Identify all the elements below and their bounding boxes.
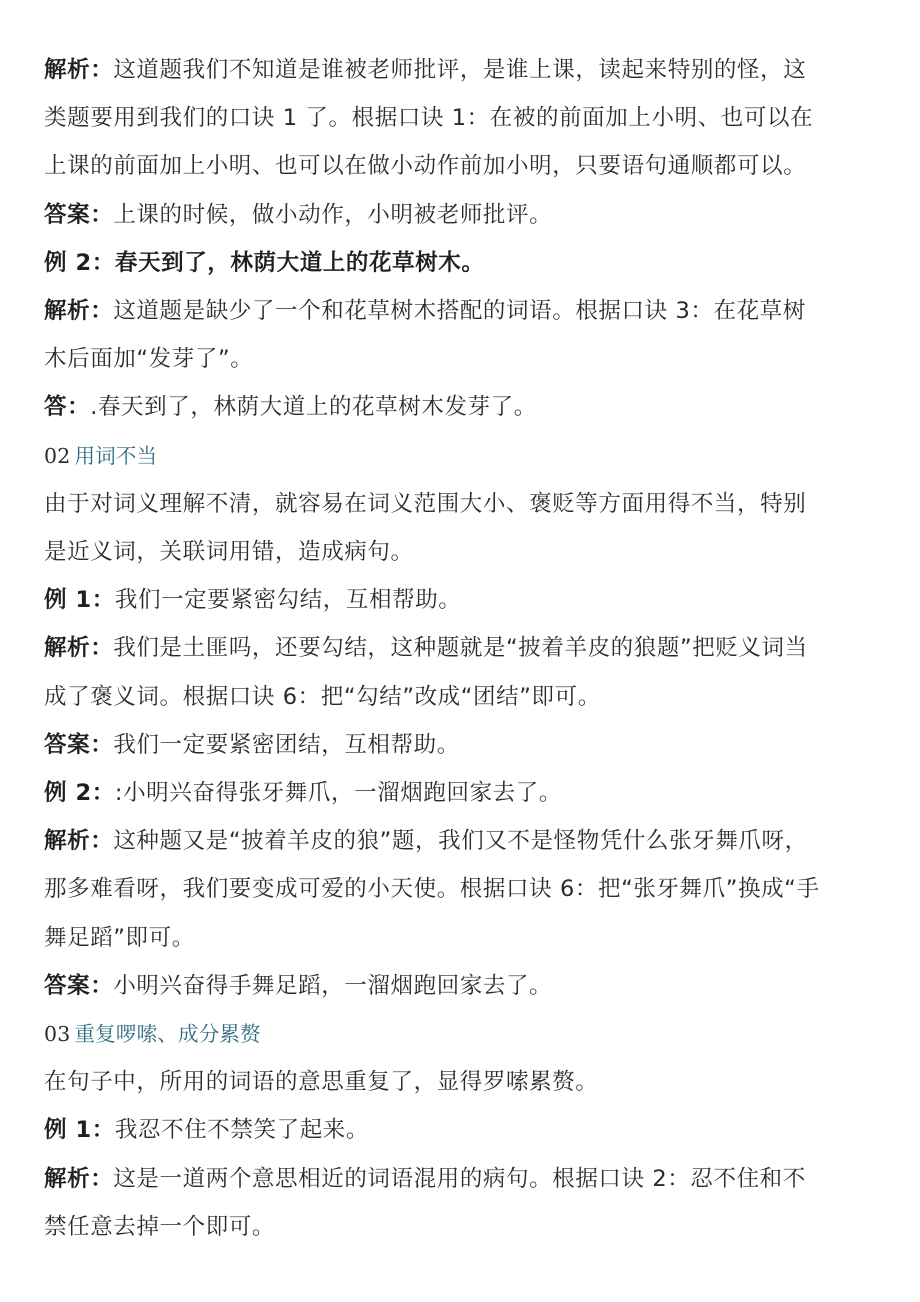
text-line: 我忍不住不禁笑了起来。	[114, 1117, 369, 1144]
analysis-label: 解析：	[44, 57, 114, 83]
analysis-label: 解析：	[44, 298, 114, 325]
section-number: 03	[44, 1022, 71, 1047]
example-label: 例 1：	[44, 587, 115, 614]
answer-paragraph	[44, 721, 920, 769]
text-line: 这道题是缺少了一个和花草树木搭配的词语。根据口诀 3：在花草树	[113, 298, 806, 325]
example-paragraph	[44, 769, 920, 817]
text-line: 上课的时候，做小动作，小明被老师批评。	[113, 201, 553, 228]
body-paragraph	[44, 1058, 920, 1106]
text-line: 小明兴奋得手舞足蹈，一溜烟跑回家去了。	[113, 972, 553, 999]
analysis-paragraph	[44, 46, 920, 191]
text-line: 禁任意去掉一个即可。	[44, 1213, 276, 1240]
analysis-label: 解析：	[44, 1165, 114, 1192]
example-paragraph	[44, 576, 920, 624]
section-heading-02	[44, 432, 920, 480]
text-line: 在句子中，所用的词语的意思重复了，显得罗嗦累赘。	[44, 1069, 599, 1096]
text-line: 木后面加“发芽了”。	[44, 346, 254, 373]
text-line: 上课的前面加上小明、也可以在做小动作前加小明，只要语句通顺都可以。	[44, 153, 807, 180]
analysis-label: 解析：	[44, 635, 114, 662]
text-line: 那多难看呀，我们要变成可爱的小天使。根据口诀 6：把“张牙舞爪”换成“手	[44, 876, 820, 903]
answer-paragraph	[44, 962, 920, 1010]
example-paragraph	[44, 239, 920, 287]
example-label: 例 1：	[44, 1117, 115, 1144]
section-heading-03	[44, 1010, 920, 1058]
text-line: 成了褒义词。根据口诀 6：把“勾结”改成“团结”即可。	[44, 683, 601, 710]
answer-label: 答案：	[44, 201, 114, 228]
example-paragraph	[44, 1106, 920, 1154]
analysis-label: 解析：	[44, 828, 114, 855]
section-title: 用词不当	[74, 443, 158, 468]
text-line: 由于对词义理解不清，就容易在词义范围大小、褒贬等方面用得不当，特别	[44, 490, 807, 517]
answer-label: 答：	[44, 394, 91, 421]
text-line: 我们是土匪吗，还要勾结，这种题就是“披着羊皮的狼题”把贬义词当	[113, 635, 808, 662]
analysis-paragraph	[44, 817, 920, 962]
text-line: 是近义词，关联词用错，造成病句。	[44, 539, 414, 566]
text-line: .春天到了，林荫大道上的花草树木发芽了。	[90, 394, 537, 421]
text-line: 这是一道两个意思相近的词语混用的病句。根据口诀 2：忍不住和不	[113, 1165, 806, 1192]
text-line: 舞足蹈”即可。	[44, 924, 195, 951]
text-line: 这种题又是“披着羊皮的狼”题，我们又不是怪物凭什么张牙舞爪呀，	[113, 828, 808, 855]
text-line: 类题要用到我们的口诀 1 了。根据口诀 1：在被的前面加上小明、也可以在	[44, 105, 814, 132]
body-paragraph	[44, 480, 920, 576]
answer-label: 答案：	[44, 731, 114, 758]
answer-paragraph	[44, 191, 920, 239]
example-label: 例 2：	[44, 780, 115, 807]
analysis-paragraph	[44, 287, 920, 383]
text-line: 我们一定要紧密团结，互相帮助。	[113, 731, 460, 758]
text-line: 春天到了，林荫大道上的花草树木。	[114, 249, 485, 276]
answer-paragraph	[44, 383, 920, 431]
analysis-paragraph	[44, 1155, 920, 1251]
answer-label: 答案：	[44, 972, 114, 999]
text-line: :小明兴奋得张牙舞爪，一溜烟跑回家去了。	[114, 780, 562, 807]
section-title: 重复啰嗦、成分累赘	[74, 1022, 261, 1047]
text-line: 这道题我们不知道是谁被老师批评，是谁上课，读起来特别的怪，这	[113, 57, 807, 83]
analysis-paragraph	[44, 624, 920, 720]
example-label: 例 2：	[44, 249, 115, 276]
section-number: 02	[44, 443, 71, 468]
text-line: 我们一定要紧密勾结，互相帮助。	[114, 587, 462, 614]
